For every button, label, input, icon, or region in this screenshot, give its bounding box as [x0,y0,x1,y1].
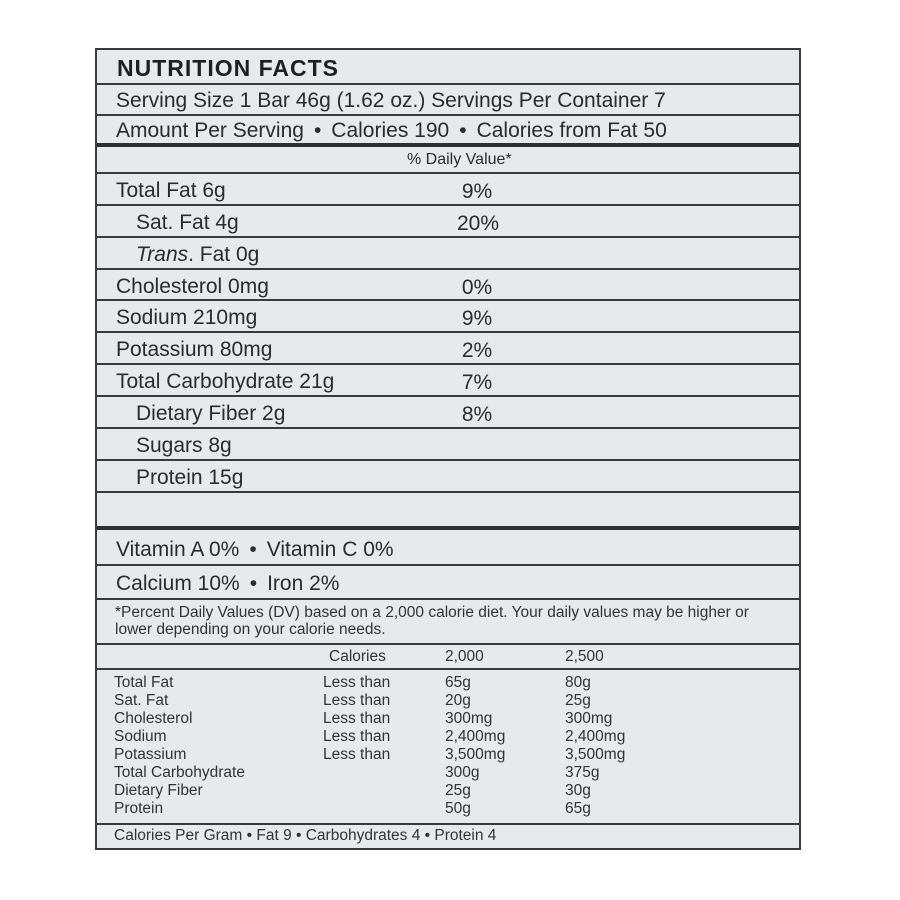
dv-header-2000: 2,000 [445,648,484,665]
nutrient-label: Total Fat 6g [116,179,226,202]
table-cell [323,764,390,782]
nutrient-dv: 9% [461,180,493,203]
table-row: Protein [114,800,164,817]
trans-italic: Trans [136,243,189,266]
nutrient-row [97,397,799,429]
table-cell: 50g [445,800,471,817]
table-cell: 300g [445,764,480,781]
table-cell: 2,400mg [565,728,626,745]
nutrient-row [97,270,799,301]
table-cell: 375g [565,764,600,781]
amount-row [97,116,799,147]
label-title: NUTRITION FACTS [117,55,339,81]
vitamins-line [116,539,394,560]
table-cell: 30g [565,782,591,799]
table-cell: 65g [445,674,471,691]
table-cell: 80g [565,674,591,691]
nutrient-label: Dietary Fiber 2g [136,402,286,425]
nutrient-row [97,365,799,397]
minerals-row [97,566,799,600]
bullet-separator: • [313,119,322,142]
table-row: Total Carbohydrate [114,764,245,781]
calories-per-gram-row [97,825,799,848]
nutrient-row [97,174,799,206]
table-cell: Less than [323,728,391,745]
iron: Iron 2% [267,572,340,595]
table-cell: 3,500mg [565,746,626,763]
nutrient-row [97,333,799,365]
title-row [97,50,799,85]
calories-per-gram: Calories Per Gram • Fat 9 • Carbohydrates 4 • Protein 4 [114,827,497,844]
dv-table-names [114,674,245,818]
serving-size: Serving Size 1 Bar 46g (1.62 oz.) Servings Per Container 7 [116,89,666,112]
footnote-row [97,600,799,645]
nutrient-label: Sugars 8g [136,434,232,457]
calories: Calories 190 [331,119,450,142]
table-row: Dietary Fiber [114,782,203,799]
table-row: Potassium [114,746,187,763]
vitamin-a: Vitamin A 0% [116,538,240,561]
table-cell: Less than [323,746,391,763]
dv-table-qualifiers [323,674,390,818]
nutrient-label: Sat. Fat 4g [136,211,239,234]
table-cell: 20g [445,692,471,709]
table-row: Sat. Fat [114,692,169,709]
nutrient-label: Cholesterol 0mg [116,275,269,298]
table-cell [323,800,390,818]
nutrient-label [136,244,259,265]
table-row: Cholesterol [114,710,193,727]
nutrient-dv: 2% [461,339,493,362]
nutrient-row [97,301,799,333]
daily-value-header: % Daily Value* [407,151,512,168]
nutrition-label [95,48,801,850]
amount-per-serving: Amount Per Serving [116,119,304,142]
nutrient-dv: 9% [461,307,493,330]
table-cell: 3,500mg [445,746,506,763]
table-cell: Less than [323,674,391,691]
nutrient-dv: 7% [461,371,493,394]
table-cell: 65g [565,800,591,817]
table-cell: Less than [323,692,391,709]
table-cell [323,782,390,800]
amount-per-serving-line [116,120,667,141]
footnote: *Percent Daily Values (DV) based on a 2,000 calorie diet. Your daily values may be higher or lower depending on your calorie needs. [115,604,749,638]
nutrient-dv: 0% [461,276,493,299]
bullet-separator: • [249,572,258,595]
nutrient-row [97,461,799,493]
minerals-line [116,573,339,594]
bullet-separator: • [459,119,467,142]
table-row: Total Fat [114,674,174,691]
table-cell: 300mg [565,710,613,727]
calories-from-fat: Calories from Fat 50 [476,119,667,142]
trans-rest: . Fat 0g [188,243,260,266]
dv-header-calories: Calories [329,648,386,665]
dv-table-header-row [97,645,799,670]
vitamin-c: Vitamin C 0% [266,538,394,561]
table-cell: Less than [323,710,391,727]
nutrient-label: Total Carbohydrate 21g [116,370,335,393]
nutrient-row [97,238,799,270]
table-cell: 2,400mg [445,728,506,745]
bullet-separator: • [249,538,257,561]
nutrient-dv: 20% [457,212,500,235]
dv-table-body [97,670,799,825]
calcium: Calcium 10% [116,572,240,595]
table-cell: 300mg [445,710,493,727]
table-row: Sodium [114,728,167,745]
dv-header-2500: 2,500 [565,648,604,665]
empty-row [97,493,799,530]
nutrient-row [97,429,799,461]
table-cell: 25g [565,692,591,709]
table-cell: 25g [445,782,471,799]
nutrient-row [97,206,799,238]
nutrient-label: Potassium 80mg [116,338,273,361]
nutrient-label: Sodium 210mg [116,306,258,329]
nutrient-dv: 8% [461,403,493,426]
dv-table-2500 [565,674,625,818]
vitamins-row [97,530,799,566]
dv-table-2000 [445,674,505,818]
nutrient-label: Protein 15g [136,466,244,489]
serving-row [97,85,799,116]
daily-value-header-row [97,147,799,174]
